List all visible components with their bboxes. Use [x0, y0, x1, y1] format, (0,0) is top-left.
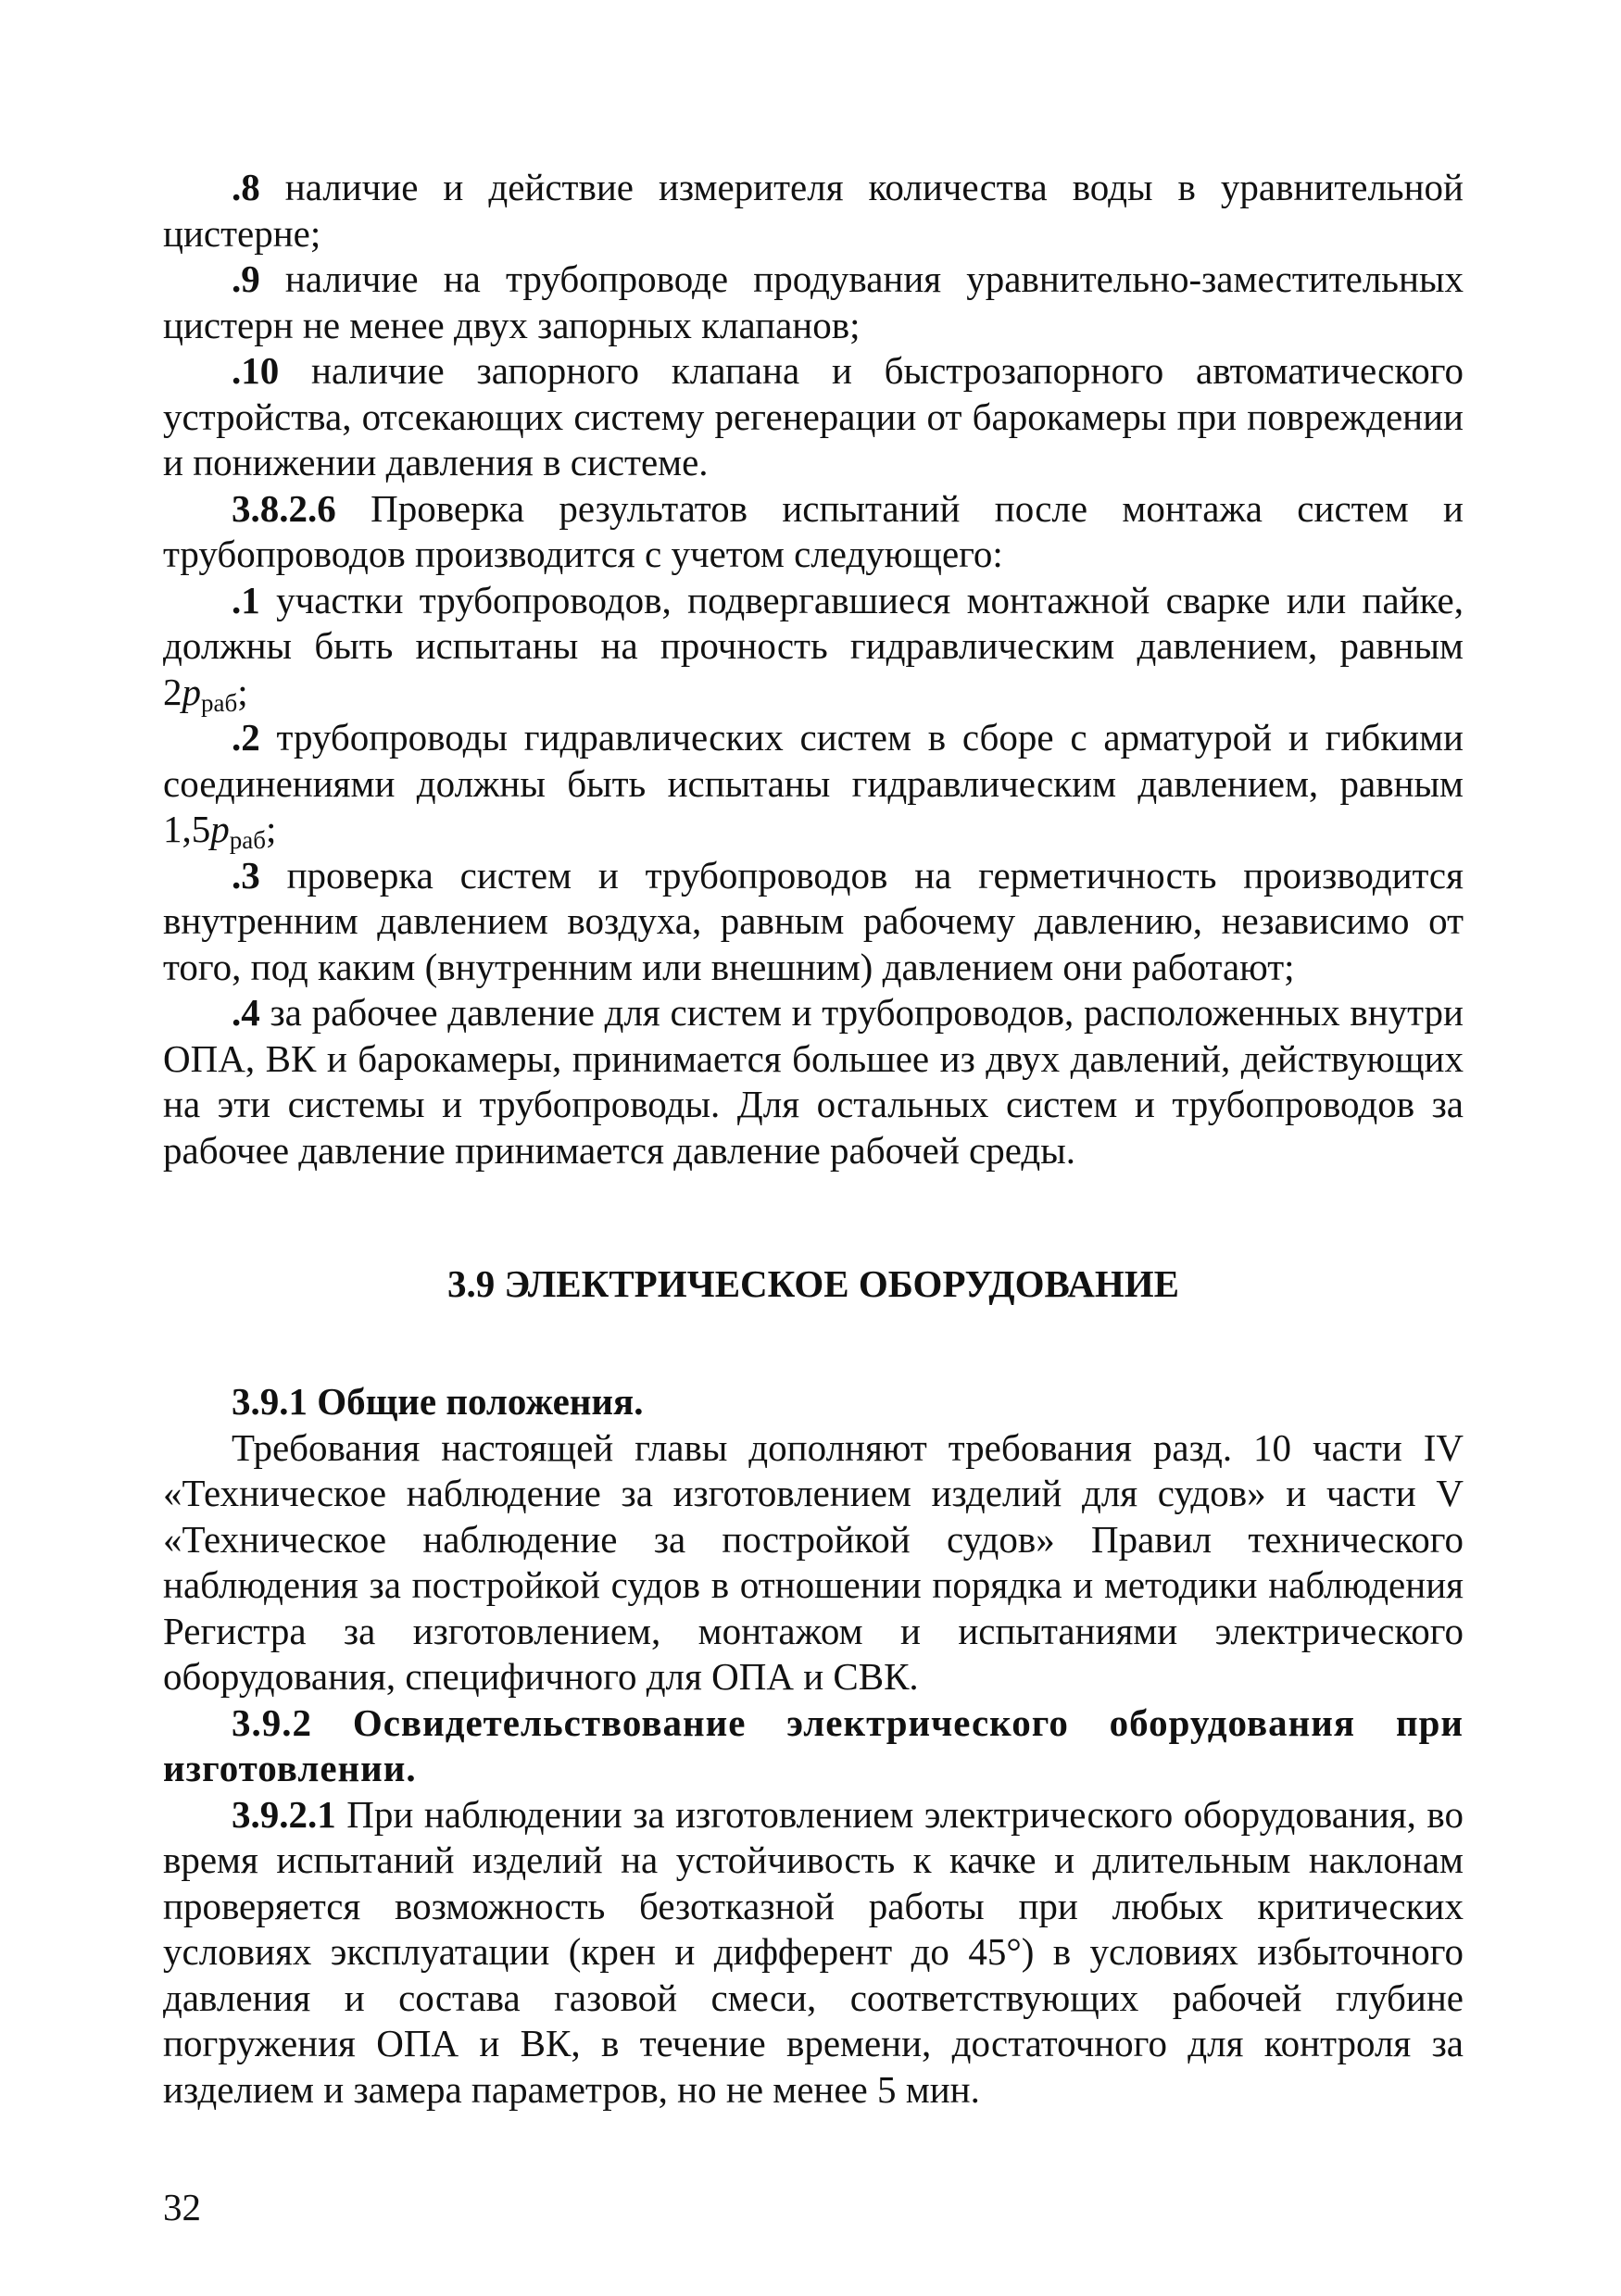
list-item-3 — [163, 853, 1464, 991]
item-end: ; — [237, 670, 248, 713]
clause-text: Проверка результатов испытаний после монтажа систем и трубопроводов производится с учетом следующего: — [163, 486, 1464, 575]
list-item-1 — [163, 578, 1464, 716]
formula-subscript: раб — [229, 826, 266, 854]
clause-3-9-2-1 — [163, 1792, 1464, 2114]
item-number: .4 — [232, 991, 260, 1034]
page-number: 32 — [163, 2186, 201, 2228]
formula-coefficient: 1,5 — [163, 808, 211, 850]
item-number: .9 — [232, 257, 260, 300]
list-item-9 — [163, 257, 1464, 348]
item-text: наличие запорного клапана и быстрозапорного автоматического устройства, отсекающих систему регенерации от барокамеры при повреждении и понижении давления в системе. — [163, 349, 1464, 483]
list-item-8 — [163, 165, 1464, 257]
item-number: .3 — [232, 853, 260, 897]
clause-number: 3.9.2.1 — [232, 1792, 336, 1836]
item-text: наличие на трубопроводе продувания уравнительно-заместительных цистерн не менее двух запорных клапанов; — [163, 257, 1464, 346]
clause-3-8-2-6 — [163, 486, 1464, 578]
item-text: трубопроводы гидравлических систем в сборе с арматурой и гибкими соединениями должны быть испытаны гидравлическим давлением, равным — [163, 716, 1464, 805]
paragraph-3-9-1: Требования настоящей главы дополняют требования разд. 10 части IV «Техническое наблюдение за изготовлением изделий для судов» и части V «Техническое наблюдение за постройкой судов» Правил технического наблюдения за постройкой судов в отношении порядка и методики наблюдения Регистра за изготовлением, монтажом и испытаниями электрического оборудования, специфичного для ОПА и СВК. — [163, 1425, 1464, 1698]
clause-number: 3.8.2.6 — [232, 486, 336, 530]
formula-subscript: раб — [201, 688, 238, 717]
item-number: .8 — [232, 166, 260, 208]
formula-symbol: p — [210, 808, 230, 850]
subsection-3-9-1-title: 3.9.1 Общие положения. — [232, 1380, 644, 1423]
document-body — [163, 165, 1464, 2113]
list-item-4 — [163, 990, 1464, 1173]
item-text: за рабочее давление для систем и трубопроводов, расположенных внутри ОПА, ВК и барокамеры, принимается большее из двух давлений, действующих на эти системы и трубопроводы. Для остальных систем и трубопроводов за рабочее давление принимается давление рабочей среды. — [163, 991, 1464, 1172]
item-number: .2 — [232, 716, 260, 759]
subsection-3-9-2-title: 3.9.2 Освидетельствование электрического оборудования при изготовлении. — [163, 1700, 1464, 1789]
item-text: проверка систем и трубопроводов на герметичность производится внутренним давлением воздуха, равным рабочему давлению, независимо от того, под каким (внутренним или внешним) давлением они работают; — [163, 853, 1464, 988]
item-end: ; — [265, 808, 277, 850]
section-heading: 3.9 ЭЛЕКТРИЧЕСКОЕ ОБОРУДОВАНИЕ — [446, 1262, 1180, 1305]
clause-text: При наблюдении за изготовлением электрического оборудования, во время испытаний изделий на устойчивость к качке и длительным наклонам проверяется возможность безотказной работы при любых критических условиях эксплуатации (крен и дифферент до 45°) в условиях избыточного давления и состава газовой смеси, соответствующих рабочей глубине погружения ОПА и ВК, в течение времени, достаточного для контроля за изделием и замера параметров, но не менее 5 мин. — [163, 1792, 1464, 2111]
formula-coefficient: 2 — [163, 670, 182, 713]
list-item-10 — [163, 348, 1464, 486]
list-item-2 — [163, 715, 1464, 853]
item-text: участки трубопроводов, подвергавшиеся монтажной сварке или пайке, должны быть испытаны на прочность гидравлическим давлением, равным — [163, 578, 1464, 667]
item-number: .1 — [232, 578, 260, 621]
item-text: наличие и действие измерителя количества воды в уравнительной цистерне; — [163, 166, 1464, 255]
formula-symbol: p — [182, 670, 201, 713]
item-number: .10 — [232, 349, 280, 392]
